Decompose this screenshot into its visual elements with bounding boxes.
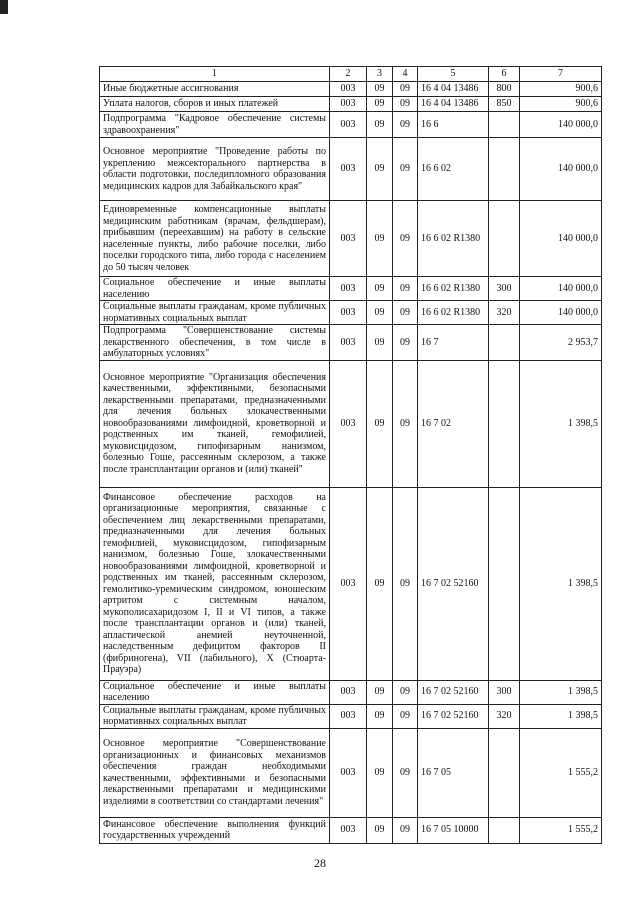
table-row <box>100 277 602 301</box>
column-header: 3 <box>367 67 393 82</box>
expense-type-cell <box>489 487 520 680</box>
subsection-cell: 09 <box>393 360 418 487</box>
target-article-cell: 16 6 <box>418 112 489 138</box>
expense-type-cell <box>489 201 520 277</box>
section-cell: 09 <box>367 97 393 112</box>
row-name-cell: Социальные выплаты гражданам, кроме публичных нормативных социальных выплат <box>100 301 330 325</box>
table-row <box>100 728 602 817</box>
subsection-cell: 09 <box>393 325 418 361</box>
table-row <box>100 138 602 201</box>
row-name-cell: Основное мероприятие "Проведение работы по укреплению межсекторального партнерства в области подготовки, последипломного образования медицинских кадров для Забайкальского края" <box>100 138 330 201</box>
target-article-cell: 16 7 05 <box>418 728 489 817</box>
ministry-code-cell: 003 <box>330 325 367 361</box>
row-name-cell: Финансовое обеспечение выполнения функций государственных учреждений <box>100 817 330 843</box>
subsection-cell: 09 <box>393 704 418 728</box>
target-article-cell: 16 7 02 52160 <box>418 487 489 680</box>
section-cell: 09 <box>367 680 393 704</box>
ministry-code-cell: 003 <box>330 817 367 843</box>
row-name-cell: Уплата налогов, сборов и иных платежей <box>100 97 330 112</box>
row-name-cell: Иные бюджетные ассигнования <box>100 82 330 97</box>
row-name-cell: Подпрограмма "Совершенствование системы лекарственного обеспечения, в том числе в амбулаторных условиях" <box>100 325 330 361</box>
table-row <box>100 112 602 138</box>
column-header: 2 <box>330 67 367 82</box>
expense-type-cell: 300 <box>489 277 520 301</box>
expense-type-cell: 320 <box>489 704 520 728</box>
amount-cell: 140 000,0 <box>520 277 602 301</box>
table-row <box>100 680 602 704</box>
page-number: 28 <box>314 856 326 870</box>
target-article-cell: 16 7 05 10000 <box>418 817 489 843</box>
amount-cell: 1 555,2 <box>520 728 602 817</box>
expense-type-cell: 300 <box>489 680 520 704</box>
expense-type-cell <box>489 325 520 361</box>
ministry-code-cell: 003 <box>330 138 367 201</box>
column-header-row <box>100 67 602 82</box>
amount-cell: 1 398,5 <box>520 680 602 704</box>
section-cell: 09 <box>367 360 393 487</box>
amount-cell: 1 398,5 <box>520 704 602 728</box>
table-row <box>100 325 602 361</box>
ministry-code-cell: 003 <box>330 487 367 680</box>
table-row <box>100 487 602 680</box>
subsection-cell: 09 <box>393 112 418 138</box>
subsection-cell: 09 <box>393 301 418 325</box>
section-cell: 09 <box>367 277 393 301</box>
column-header: 1 <box>100 67 330 82</box>
amount-cell: 140 000,0 <box>520 138 602 201</box>
target-article-cell: 16 6 02 R1380 <box>418 201 489 277</box>
target-article-cell: 16 6 02 R1380 <box>418 301 489 325</box>
section-cell: 09 <box>367 728 393 817</box>
budget-table <box>99 66 602 844</box>
ministry-code-cell: 003 <box>330 728 367 817</box>
row-name-cell: Социальное обеспечение и иные выплаты населению <box>100 277 330 301</box>
amount-cell: 2 953,7 <box>520 325 602 361</box>
amount-cell: 1 555,2 <box>520 817 602 843</box>
target-article-cell: 16 7 02 52160 <box>418 680 489 704</box>
ministry-code-cell: 003 <box>330 112 367 138</box>
row-name-cell: Основное мероприятие "Организация обеспечения качественными, эффективными, безопасными лекарственными препаратами, предназначенными для лечения больных злокачественными новообразованиями лимфоидной, кроветворной и родственных им тканей, гемофилией, муковисцидозом, гипофизарным нанизмом, болезнью Гоше, рассеянным склерозом, а также после трансплантации органов и (или) тканей" <box>100 360 330 487</box>
ministry-code-cell: 003 <box>330 360 367 487</box>
section-cell: 09 <box>367 112 393 138</box>
section-cell: 09 <box>367 325 393 361</box>
target-article-cell: 16 7 02 52160 <box>418 704 489 728</box>
row-name-cell: Социальные выплаты гражданам, кроме публичных нормативных социальных выплат <box>100 704 330 728</box>
column-header: 4 <box>393 67 418 82</box>
row-name-cell: Подпрограмма "Кадровое обеспечение системы здравоохранения" <box>100 112 330 138</box>
table-row <box>100 201 602 277</box>
subsection-cell: 09 <box>393 680 418 704</box>
ministry-code-cell: 003 <box>330 201 367 277</box>
target-article-cell: 16 6 02 <box>418 138 489 201</box>
ministry-code-cell: 003 <box>330 704 367 728</box>
subsection-cell: 09 <box>393 138 418 201</box>
table-row <box>100 301 602 325</box>
column-header: 6 <box>489 67 520 82</box>
subsection-cell: 09 <box>393 817 418 843</box>
expense-type-cell <box>489 360 520 487</box>
table-row <box>100 82 602 97</box>
target-article-cell: 16 4 04 13486 <box>418 82 489 97</box>
subsection-cell: 09 <box>393 487 418 680</box>
target-article-cell: 16 7 02 <box>418 360 489 487</box>
amount-cell: 900,6 <box>520 97 602 112</box>
table-row <box>100 360 602 487</box>
subsection-cell: 09 <box>393 728 418 817</box>
row-name-cell: Единовременные компенсационные выплаты медицинским работникам (врачам, фельдшерам), прибывшим (переехавшим) на работу в сельские населенные пункты, либо рабочие поселки, либо поселки городского типа, либо города с населением до 50 тысяч человек <box>100 201 330 277</box>
row-name-cell: Финансовое обеспечение расходов на организационные мероприятия, связанные с обеспечением лиц лекарственными препаратами, предназначенными для лечения больных гемофилией, муковисцидозом, гипофизарным нанизмом, болезнью Гоше, злокачественными новообразованиями лимфоидной, кроветворной и родственных им тканей, рассеянным склерозом, гемолитико-уремическим синдромом, юношеским артритом с системным началом, мукополисахаридозом I, II и VI типов, а также после трансплантации органов и (или) тканей, апластической анемией неуточненной, наследственным дефицитом факторов II (фибриногена), VII (лабильного), X (Стюарта-Прауэра) <box>100 487 330 680</box>
ministry-code-cell: 003 <box>330 277 367 301</box>
subsection-cell: 09 <box>393 97 418 112</box>
expense-type-cell: 850 <box>489 97 520 112</box>
amount-cell: 140 000,0 <box>520 112 602 138</box>
section-cell: 09 <box>367 138 393 201</box>
subsection-cell: 09 <box>393 82 418 97</box>
section-cell: 09 <box>367 487 393 680</box>
ministry-code-cell: 003 <box>330 301 367 325</box>
subsection-cell: 09 <box>393 277 418 301</box>
subsection-cell: 09 <box>393 201 418 277</box>
target-article-cell: 16 4 04 13486 <box>418 97 489 112</box>
table-row <box>100 97 602 112</box>
section-cell: 09 <box>367 817 393 843</box>
ministry-code-cell: 003 <box>330 97 367 112</box>
amount-cell: 140 000,0 <box>520 201 602 277</box>
row-name-cell: Основное мероприятие "Совершенствование организационных и финансовых механизмов обеспечения граждан необходимыми качественными, эффективными и безопасными лекарственными препаратами и медицинскими изделиями в соответствии со стандартами лечения" <box>100 728 330 817</box>
row-name-cell: Социальное обеспечение и иные выплаты населению <box>100 680 330 704</box>
ministry-code-cell: 003 <box>330 680 367 704</box>
section-cell: 09 <box>367 704 393 728</box>
expense-type-cell <box>489 112 520 138</box>
expense-type-cell <box>489 817 520 843</box>
expense-type-cell <box>489 138 520 201</box>
target-article-cell: 16 7 <box>418 325 489 361</box>
expense-type-cell: 800 <box>489 82 520 97</box>
section-cell: 09 <box>367 82 393 97</box>
amount-cell: 140 000,0 <box>520 301 602 325</box>
expense-type-cell: 320 <box>489 301 520 325</box>
ministry-code-cell: 003 <box>330 82 367 97</box>
table-row <box>100 704 602 728</box>
column-header: 7 <box>520 67 602 82</box>
table-row <box>100 817 602 843</box>
amount-cell: 900,6 <box>520 82 602 97</box>
target-article-cell: 16 6 02 R1380 <box>418 277 489 301</box>
section-cell: 09 <box>367 201 393 277</box>
amount-cell: 1 398,5 <box>520 487 602 680</box>
expense-type-cell <box>489 728 520 817</box>
column-header: 5 <box>418 67 489 82</box>
amount-cell: 1 398,5 <box>520 360 602 487</box>
corner-mark <box>0 0 8 14</box>
section-cell: 09 <box>367 301 393 325</box>
